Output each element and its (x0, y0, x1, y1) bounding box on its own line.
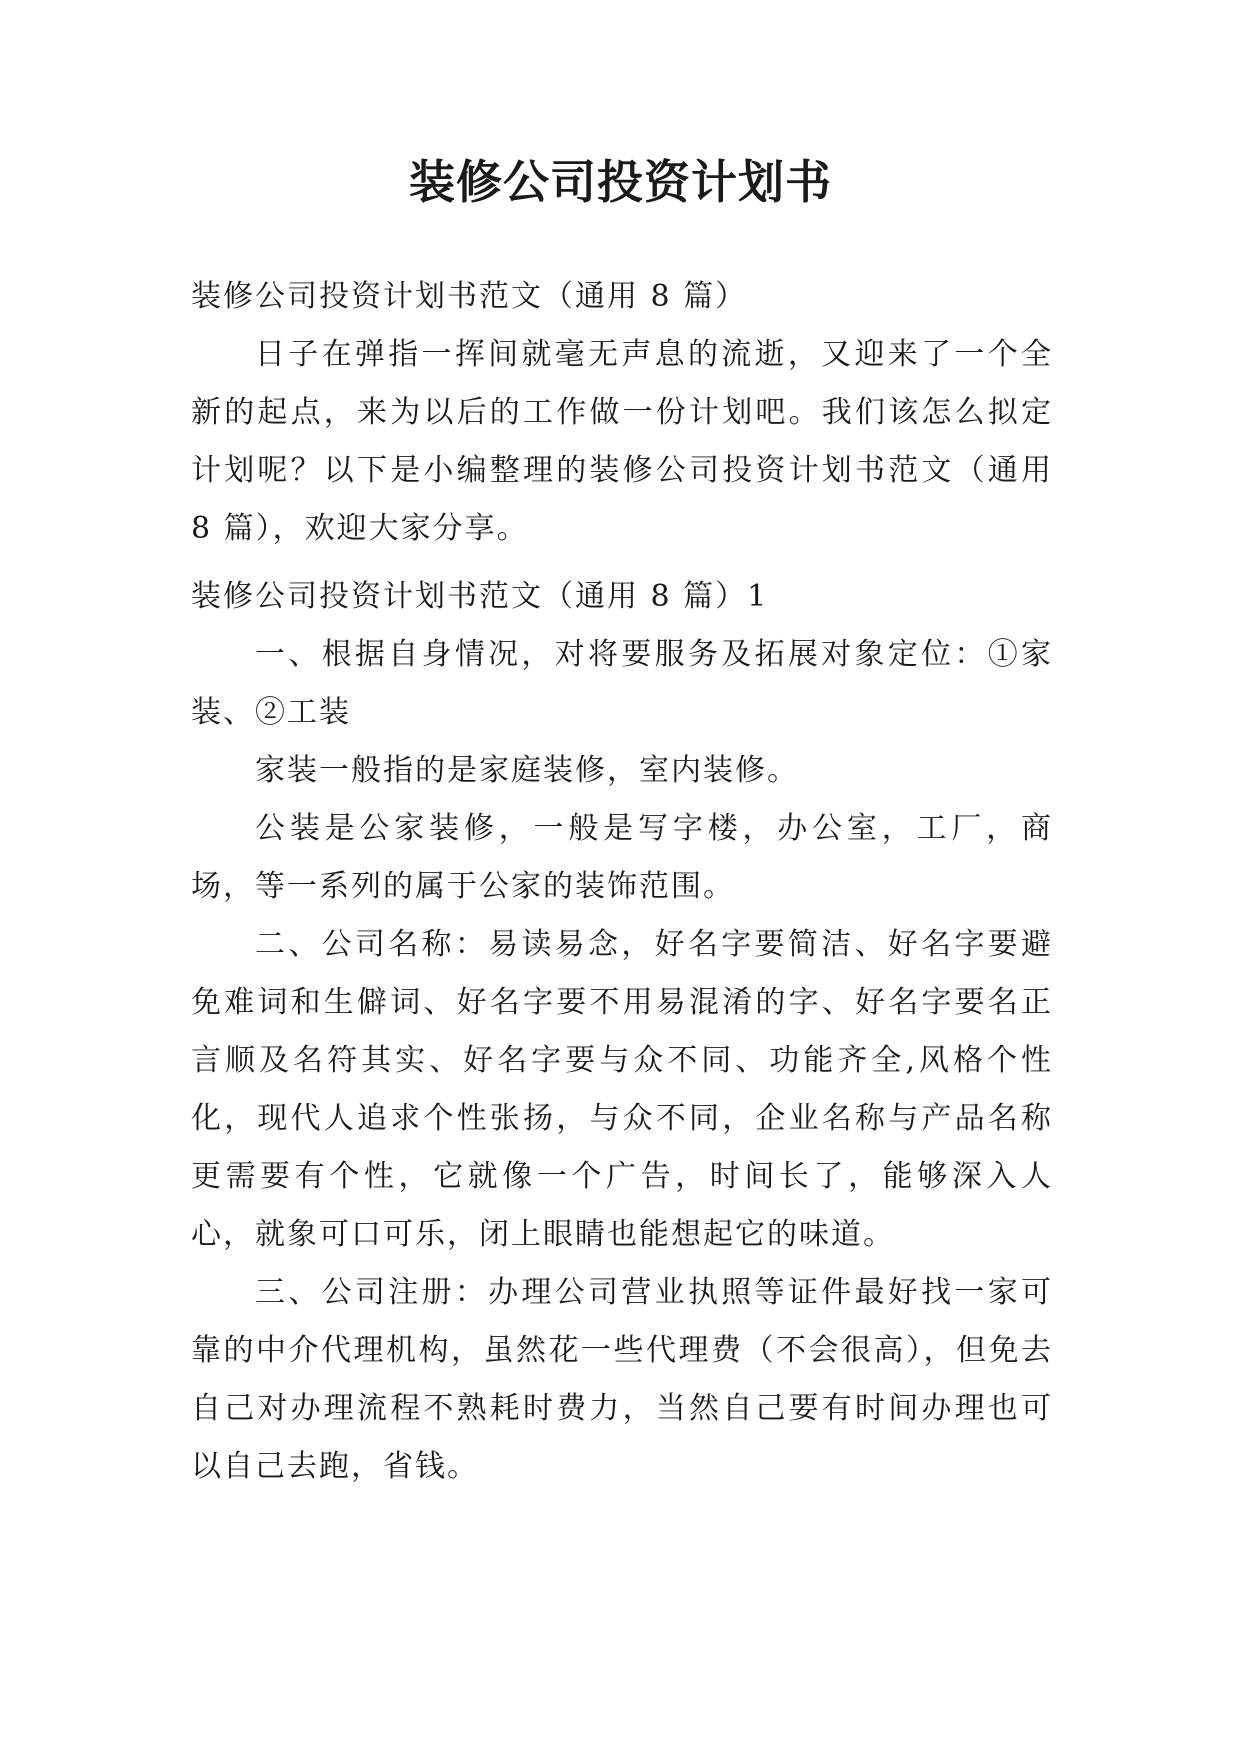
paragraph-company-registration: 三、公司注册：办理公司营业执照等证件最好找一家可靠的中介代理机构，虽然花一些代理费（不会很高），但免去自己对办理流程不熟耗时费力，当然自己要有时间办理也可以自己去跑，省钱。 (191, 1275, 1053, 1484)
paragraph-company-name: 二、公司名称：易读易念，好名字要简洁、好名字要避免难词和生僻词、好名字要不用易混淆的字、好名字要名正言顺及名符其实、好名字要与众不同、功能齐全,风格个性化，现代人追求个性张扬，与众不同，企业名称与产品名称更需要有个性，它就像一个广告，时间长了，能够深入人心，就象可口可乐，闭上眼睛也能想起它的味道。 (191, 927, 1053, 1252)
series-heading: 装修公司投资计划书范文（通用 8 篇） (191, 279, 748, 314)
paragraph-home-decoration: 家装一般指的是家庭装修，室内装修。 (255, 753, 799, 788)
section-heading: 装修公司投资计划书范文（通用 8 篇）1 (191, 579, 769, 614)
intro-paragraph: 日子在弹指一挥间就毫无声息的流逝，又迎来了一个全新的起点，来为以后的工作做一份计划吧。我们该怎么拟定计划呢？以下是小编整理的装修公司投资计划书范文（通用 8 篇），欢迎大家分享。 (191, 337, 1053, 546)
paragraph-positioning: 一、根据自身情况，对将要服务及拓展对象定位：①家装、②工装 (191, 637, 1053, 730)
paragraph-public-decoration: 公装是公家装修，一般是写字楼，办公室，工厂，商场，等一系列的属于公家的装饰范围。 (191, 811, 1053, 904)
document-title: 装修公司投资计划书 (409, 155, 832, 209)
